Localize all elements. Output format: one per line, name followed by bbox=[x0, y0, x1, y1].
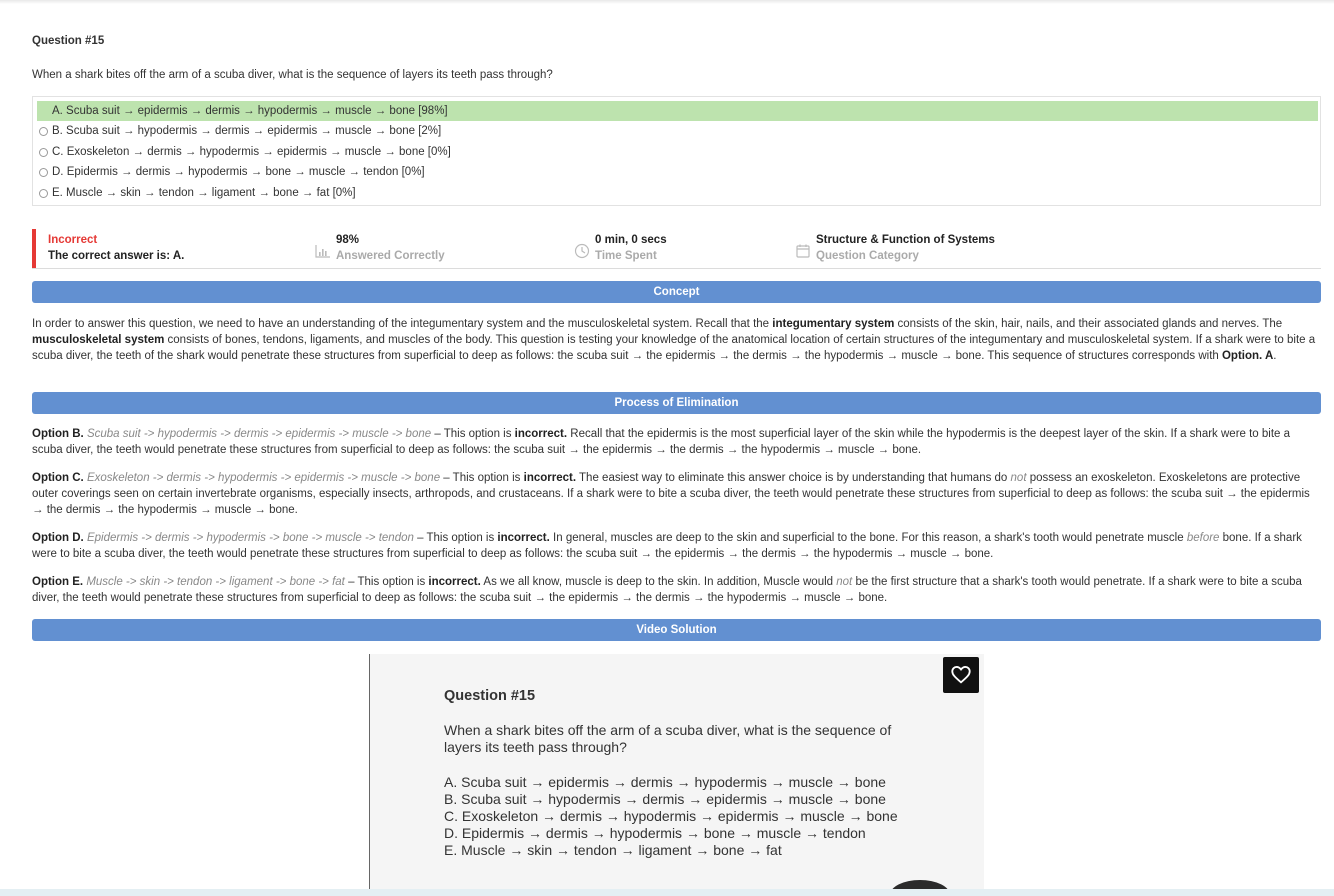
answer-choice-label: D. Epidermis → dermis → hypodermis → bone → muscle → tendon [0%] bbox=[52, 166, 425, 178]
video-player[interactable] bbox=[369, 654, 984, 890]
elimination-option-e: Option E. Muscle -> skin -> tendon -> ligament -> bone -> fat – This option is incorrect. As we all know, muscle is deep to the skin. In addition, Muscle would not be the first structure that a shark's tooth would penetrate. If a shark were to bite a scuba diver, the teeth would penetrate these structures from superficial to deep as follows: the scuba suit → the epidermis → the dermis → the hypodermis → muscle → bone. bbox=[32, 576, 1302, 604]
answer-choice-c[interactable] bbox=[37, 142, 1318, 162]
concept-header: Concept bbox=[32, 281, 1321, 303]
elimination-option-d: Option D. Epidermis -> dermis -> hypodermis -> bone -> muscle -> tendon – This option is incorrect. In general, muscles are deep to the skin and superficial to the bone. For this reason, a shark's tooth would penetrate muscle before bone. If a shark were to bite a scuba diver, the teeth would penetrate these structures from superficial to deep as follows: the scuba suit → the epidermis → the dermis → the hypodermis → muscle → bone. bbox=[32, 532, 1302, 560]
stat-label: Answered Correctly bbox=[336, 250, 445, 262]
bottom-strip bbox=[0, 889, 1334, 896]
calendar-icon bbox=[795, 243, 811, 259]
answer-choice-b[interactable] bbox=[37, 121, 1318, 141]
top-shadow bbox=[0, 0, 1334, 4]
elimination-option-c: Option C. Exoskeleton -> dermis -> hypodermis -> epidermis -> muscle -> bone – This option is incorrect. The easiest way to eliminate this answer choice is by understanding that humans do not possess an exoskeleton. Exoskeletons are protective outer coverings seen on certain invertebrate organisms, especially insects, arthropods, and crustaceans. If a shark were to bite a scuba diver, the teeth would penetrate these structures from superficial to deep as follows: the scuba suit → the epidermis → the dermis → the hypodermis → muscle → bone. bbox=[32, 472, 1310, 516]
video-option: D. Epidermis → dermis → hypodermis → bone → muscle → tendon bbox=[444, 825, 866, 841]
answer-choice-e[interactable] bbox=[37, 183, 1318, 203]
question-text: When a shark bites off the arm of a scuba diver, what is the sequence of layers its teeth pass through? bbox=[32, 69, 553, 81]
result-indicator-bar bbox=[32, 229, 36, 268]
question-number: Question #15 bbox=[32, 35, 105, 47]
video-options bbox=[444, 774, 898, 859]
radio-icon[interactable] bbox=[39, 168, 48, 177]
video-solution-header: Video Solution bbox=[32, 619, 1321, 641]
stat-label: Time Spent bbox=[595, 250, 657, 262]
answer-choice-label: B. Scuba suit → hypodermis → dermis → epidermis → muscle → bone [2%] bbox=[52, 125, 442, 137]
video-option: B. Scuba suit → hypodermis → dermis → epidermis → muscle → bone bbox=[444, 791, 886, 807]
result-status: Incorrect bbox=[48, 234, 98, 246]
concept-text: In order to answer this question, we need to have an understanding of the integumentary system and the musculoskeletal system. Recall that the integumentary system consists of the skin, hair, nails, and their associated glands and nerves. The musculoskeletal system consists of bones, tendons, ligaments, and muscles of the body. This question is testing your knowledge of the anatomical location of certain structures of the integumentary and musculoskeletal system. If a shark were to bite a scuba diver, the teeth of the shark would penetrate these structures from superficial to deep as follows: the scuba suit → the epidermis → the dermis → the hypodermis → muscle → bone. This sequence of structures corresponds with Option. A. bbox=[32, 318, 1316, 362]
clock-icon bbox=[574, 243, 590, 259]
video-option: A. Scuba suit → epidermis → dermis → hypodermis → muscle → bone bbox=[444, 774, 886, 790]
stat-value: Structure & Function of Systems bbox=[816, 234, 995, 246]
elimination-header: Process of Elimination bbox=[32, 392, 1321, 414]
video-option: C. Exoskeleton → dermis → hypodermis → epidermis → muscle → bone bbox=[444, 808, 898, 824]
heart-icon bbox=[950, 664, 972, 686]
video-question-title: Question #15 bbox=[444, 688, 536, 704]
stat-value: 98% bbox=[336, 234, 360, 246]
radio-icon[interactable] bbox=[39, 189, 48, 198]
answer-choices bbox=[32, 96, 1321, 206]
favorite-button[interactable] bbox=[943, 657, 979, 693]
bar-chart-icon bbox=[315, 243, 331, 259]
radio-icon[interactable] bbox=[39, 127, 48, 136]
result-stats bbox=[32, 229, 1321, 269]
radio-icon[interactable] bbox=[39, 148, 48, 157]
video-option: E. Muscle → skin → tendon → ligament → bone → fat bbox=[444, 842, 782, 858]
elimination-option-b: Option B. Scuba suit -> hypodermis -> dermis -> epidermis -> muscle -> bone – This option is incorrect. Recall that the epidermis is the most superficial layer of the skin while the hypodermis is the deepest layer of the skin. If a shark were to bite a scuba diver, the teeth would penetrate these structures from superficial to deep as follows: the scuba suit → the epidermis → the dermis → the hypodermis → muscle → bone. bbox=[32, 428, 1291, 456]
correct-answer-text: The correct answer is: A. bbox=[48, 250, 185, 262]
answer-choice-label: A. Scuba suit → epidermis → dermis → hypodermis → muscle → bone [98%] bbox=[52, 105, 448, 117]
answer-choice-d[interactable] bbox=[37, 162, 1318, 182]
video-question-text: When a shark bites off the arm of a scuba diver, what is the sequence of layers its teeth pass through? bbox=[444, 722, 892, 755]
stat-label: Question Category bbox=[816, 250, 919, 262]
answer-choice-label: E. Muscle → skin → tendon → ligament → bone → fat [0%] bbox=[52, 187, 356, 199]
answer-choice-a[interactable] bbox=[37, 101, 1318, 121]
answer-choice-label: C. Exoskeleton → dermis → hypodermis → epidermis → muscle → bone [0%] bbox=[52, 146, 451, 158]
stat-value: 0 min, 0 secs bbox=[595, 234, 667, 246]
